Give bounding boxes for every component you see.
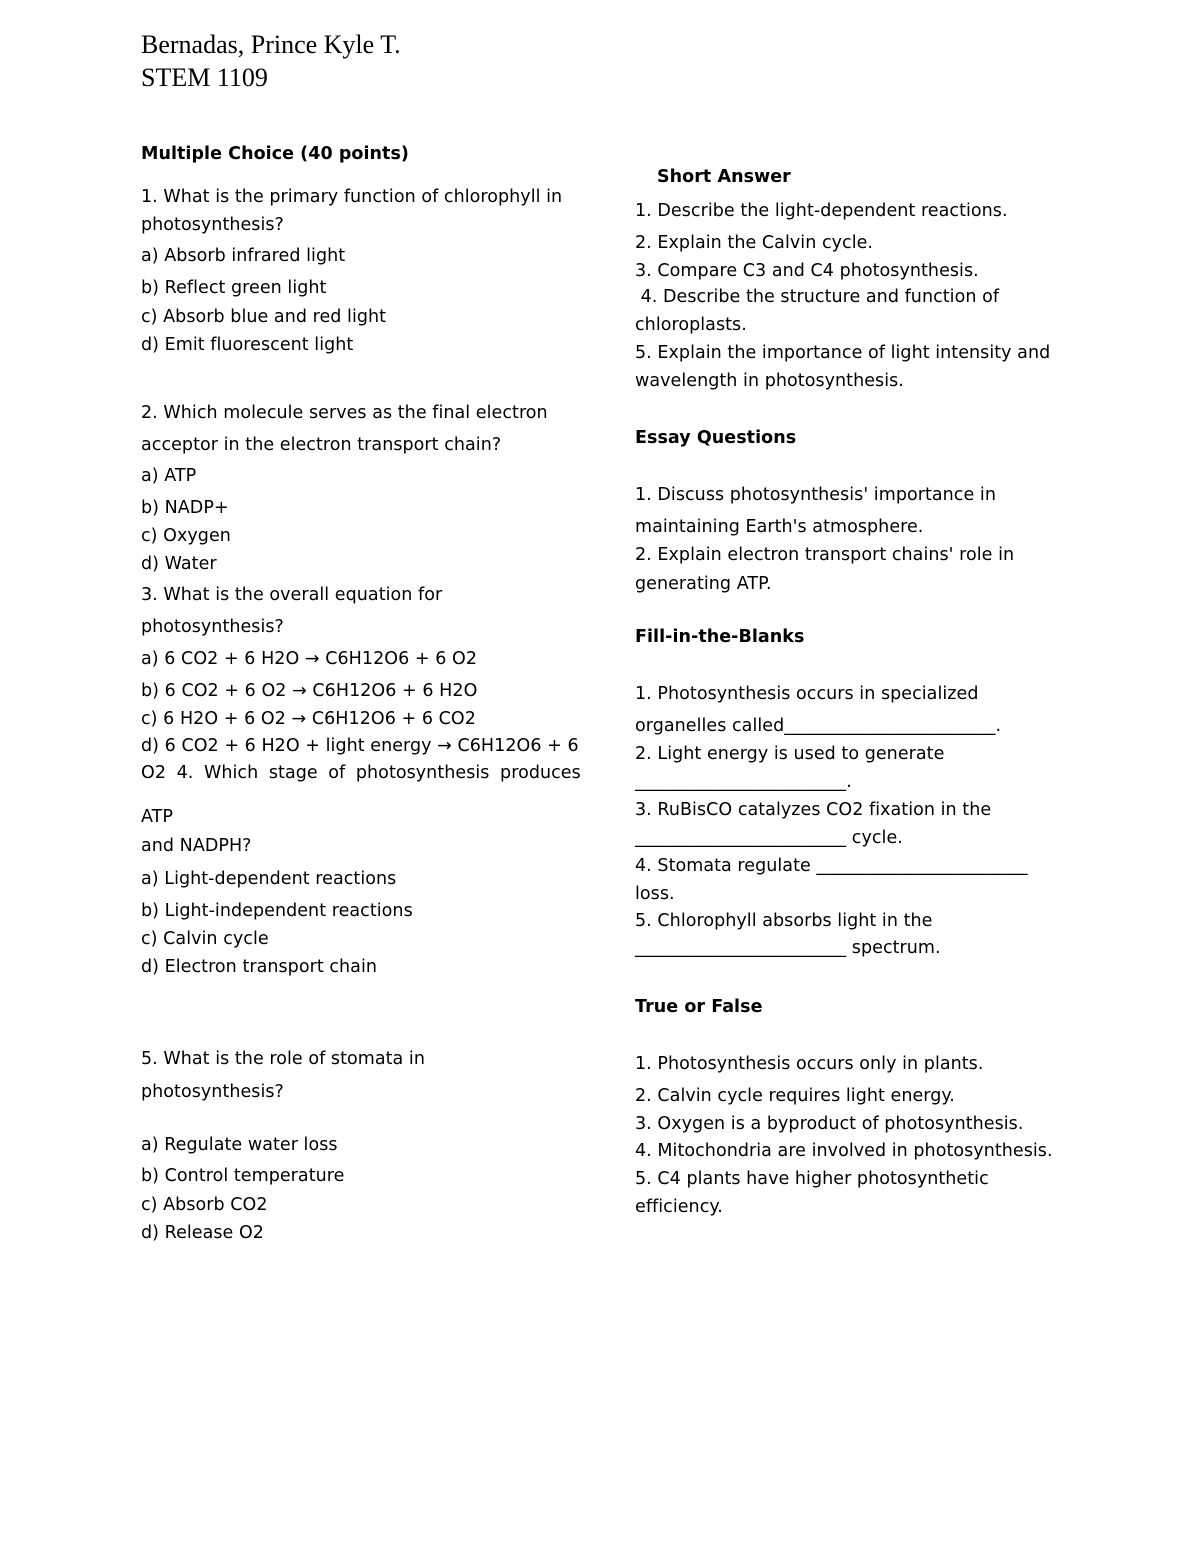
choice-c: c) 6 H2O + 6 O2 → C6H12O6 + 6 CO2 (141, 709, 476, 729)
fill-item: 5. Chlorophyll absorbs light in the (635, 911, 933, 931)
short-answer-item: 5. Explain the importance of light intensity and (635, 343, 1051, 363)
choice-d: d) 6 CO2 + 6 H2O + light energy → C6H12O6 + 6 (141, 736, 579, 756)
fill-item: organelles called________________________. (635, 716, 1002, 736)
true-or-false-heading: True or False (635, 997, 763, 1017)
choice-a: a) Light-dependent reactions (141, 869, 397, 889)
question-text: acceptor in the electron transport chain? (141, 435, 502, 455)
fill-item: ________________________. (635, 772, 852, 792)
choice-b: b) NADP+ (141, 498, 229, 518)
true-false-item: efficiency. (635, 1197, 723, 1217)
short-answer-item: 1. Describe the light-dependent reactions. (635, 201, 1008, 221)
essay-item: 1. Discuss photosynthesis' importance in (635, 485, 996, 505)
short-answer-item: chloroplasts. (635, 315, 747, 335)
essay-item: 2. Explain electron transport chains' role in (635, 545, 1015, 565)
essay-heading: Essay Questions (635, 428, 797, 448)
multiple-choice-heading: Multiple Choice (40 points) (141, 144, 409, 164)
fill-item: 2. Light energy is used to generate (635, 744, 945, 764)
choice-d: d) Electron transport chain (141, 957, 378, 977)
true-false-item: 1. Photosynthesis occurs only in plants. (635, 1054, 984, 1074)
choice-d: d) Emit fluorescent light (141, 335, 354, 355)
fill-item: loss. (635, 884, 675, 904)
true-false-item: 3. Oxygen is a byproduct of photosynthesis. (635, 1114, 1024, 1134)
question-text: and NADPH? (141, 836, 252, 856)
choice-d: d) Water (141, 554, 217, 574)
fill-item: 3. RuBisCO catalyzes CO2 fixation in the (635, 800, 992, 820)
true-false-item: 4. Mitochondria are involved in photosynthesis. (635, 1141, 1053, 1161)
question-text: 5. What is the role of stomata in (141, 1049, 425, 1069)
choice-d: d) Release O2 (141, 1223, 264, 1243)
fill-in-the-blanks-heading: Fill-in-the-Blanks (635, 627, 805, 647)
question-text: 3. What is the overall equation for (141, 585, 443, 605)
short-answer-item: 3. Compare C3 and C4 photosynthesis. (635, 261, 979, 281)
question-text: photosynthesis? (141, 215, 284, 235)
short-answer-item: wavelength in photosynthesis. (635, 371, 904, 391)
essay-item: generating ATP. (635, 574, 772, 594)
choice-c: c) Absorb CO2 (141, 1195, 268, 1215)
short-answer-heading: Short Answer (657, 167, 791, 187)
true-false-item: 2. Calvin cycle requires light energy. (635, 1086, 955, 1106)
fill-item: ________________________ cycle. (635, 828, 903, 848)
choice-a: a) Absorb infrared light (141, 246, 346, 266)
short-answer-item: 2. Explain the Calvin cycle. (635, 233, 874, 253)
choice-d-continued: O2 4. Which stage of photosynthesis produces (141, 763, 581, 783)
fill-item: ________________________ spectrum. (635, 938, 941, 958)
choice-c: c) Oxygen (141, 526, 231, 546)
question-text: 1. What is the primary function of chlorophyll in (141, 187, 563, 207)
choice-b: b) Control temperature (141, 1166, 345, 1186)
question-text: photosynthesis? (141, 617, 284, 637)
student-section: STEM 1109 (141, 63, 268, 92)
choice-b: b) Light-independent reactions (141, 901, 413, 921)
fill-item: 1. Photosynthesis occurs in specialized (635, 684, 979, 704)
choice-a: a) 6 CO2 + 6 H2O → C6H12O6 + 6 O2 (141, 649, 478, 669)
choice-c: c) Calvin cycle (141, 929, 269, 949)
short-answer-item: 4. Describe the structure and function of (635, 287, 1000, 307)
choice-a: a) ATP (141, 466, 197, 486)
question-text: ATP (141, 807, 174, 827)
choice-c: c) Absorb blue and red light (141, 307, 387, 327)
choice-b: b) 6 CO2 + 6 O2 → C6H12O6 + 6 H2O (141, 681, 478, 701)
essay-item: maintaining Earth's atmosphere. (635, 517, 924, 537)
true-false-item: 5. C4 plants have higher photosynthetic (635, 1169, 989, 1189)
fill-item: 4. Stomata regulate ________________________ (635, 856, 1028, 876)
student-name: Bernadas, Prince Kyle T. (141, 30, 401, 59)
choice-a: a) Regulate water loss (141, 1135, 338, 1155)
question-text: 2. Which molecule serves as the final electron (141, 403, 548, 423)
choice-b: b) Reflect green light (141, 278, 327, 298)
question-text: photosynthesis? (141, 1082, 284, 1102)
